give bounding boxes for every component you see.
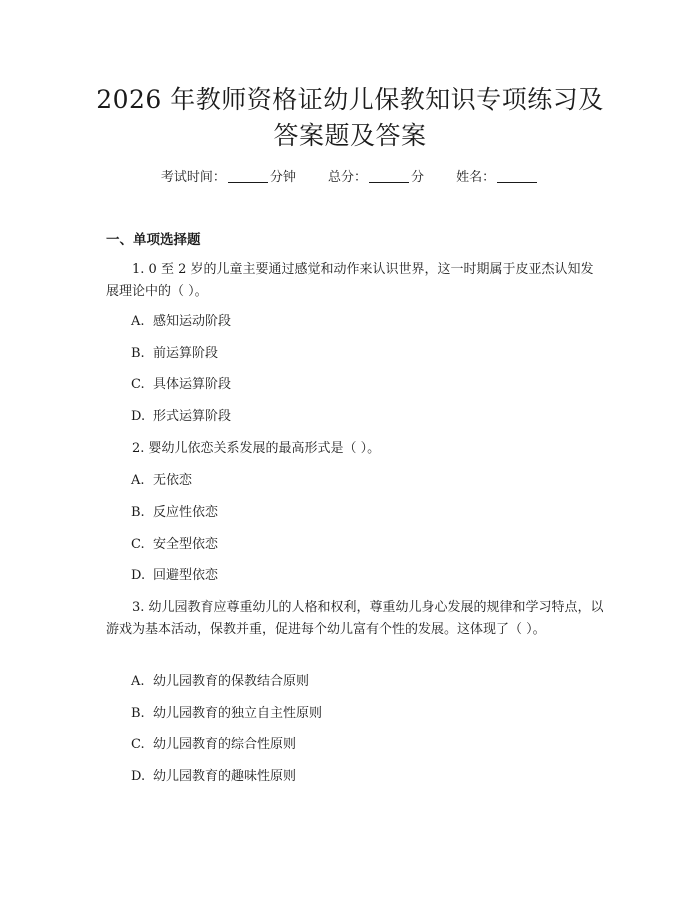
option-letter: B. [131,706,145,721]
question-3-option-b [131,703,601,725]
option-text: 形式运算阶段 [153,409,232,424]
exam-meta-row [0,169,700,187]
question-2-stem: 2. 婴幼儿依恋关系发展的最高形式是（ ）。 [132,441,381,456]
option-letter: A. [131,473,145,488]
option-text: 前运算阶段 [153,346,219,361]
question-3-option-c [131,734,601,756]
option-letter: C. [131,537,145,552]
name-blank [497,182,537,183]
name-label: 姓名： [456,170,496,185]
total-score-label: 总分： [327,170,367,185]
question-2-option-b [131,502,601,524]
option-letter: D. [131,568,146,583]
option-text: 安全型依恋 [153,537,219,552]
page-title-line-1: 2026 年教师资格证幼儿保教知识专项练习及 [96,85,604,114]
option-text: 无依恋 [153,473,193,488]
question-2-option-d [131,565,601,587]
question-3-option-d [131,766,601,788]
option-text: 幼儿园教育的保教结合原则 [153,674,310,689]
option-letter: B. [131,505,145,520]
page-title-line-2: 答案题及答案 [273,121,427,150]
question-3-stem: 3. 幼儿园教育应尊重幼儿的人格和权利，尊重幼儿身心发展的规律和学习特点，以游戏为基本活动，保教并重，促进每个幼儿富有个性的发展。这体现了（ ）。 [106,600,604,637]
exam-time-blank [228,182,268,183]
option-letter: C. [131,737,145,752]
option-text: 反应性依恋 [153,505,219,520]
question-1-option-c [131,374,601,396]
total-score-unit: 分 [411,170,425,185]
question-1-option-a [131,311,601,333]
option-text: 具体运算阶段 [153,377,232,392]
question-3-option-a [131,671,601,693]
question-2-option-a [131,470,601,492]
option-text: 幼儿园教育的趣味性原则 [153,769,297,784]
question-1-option-d [131,406,601,428]
exam-time-field [161,169,296,187]
option-letter: C. [131,377,145,392]
name-field [456,169,539,187]
option-letter: D. [131,409,146,424]
option-text: 感知运动阶段 [153,314,232,329]
option-text: 回避型依恋 [153,568,219,583]
question-2-option-c [131,534,601,556]
section-title: 一、单项选择题 [106,232,201,248]
question-1-stem: 1. 0 至 2 岁的儿童主要通过感觉和动作来认识世界，这一时期属于皮亚杰认知发展理论中的（ ）。 [106,262,594,299]
option-text: 幼儿园教育的综合性原则 [153,737,297,752]
exam-time-unit: 分钟 [269,170,296,185]
option-text: 幼儿园教育的独立自主性原则 [153,706,323,721]
total-score-field [328,169,424,187]
question-1-option-b [131,343,601,365]
total-score-blank [369,182,409,183]
option-letter: D. [131,769,146,784]
option-letter: B. [131,346,145,361]
exam-time-label: 考试时间： [160,170,226,185]
option-letter: A. [131,314,145,329]
option-letter: A. [131,674,145,689]
